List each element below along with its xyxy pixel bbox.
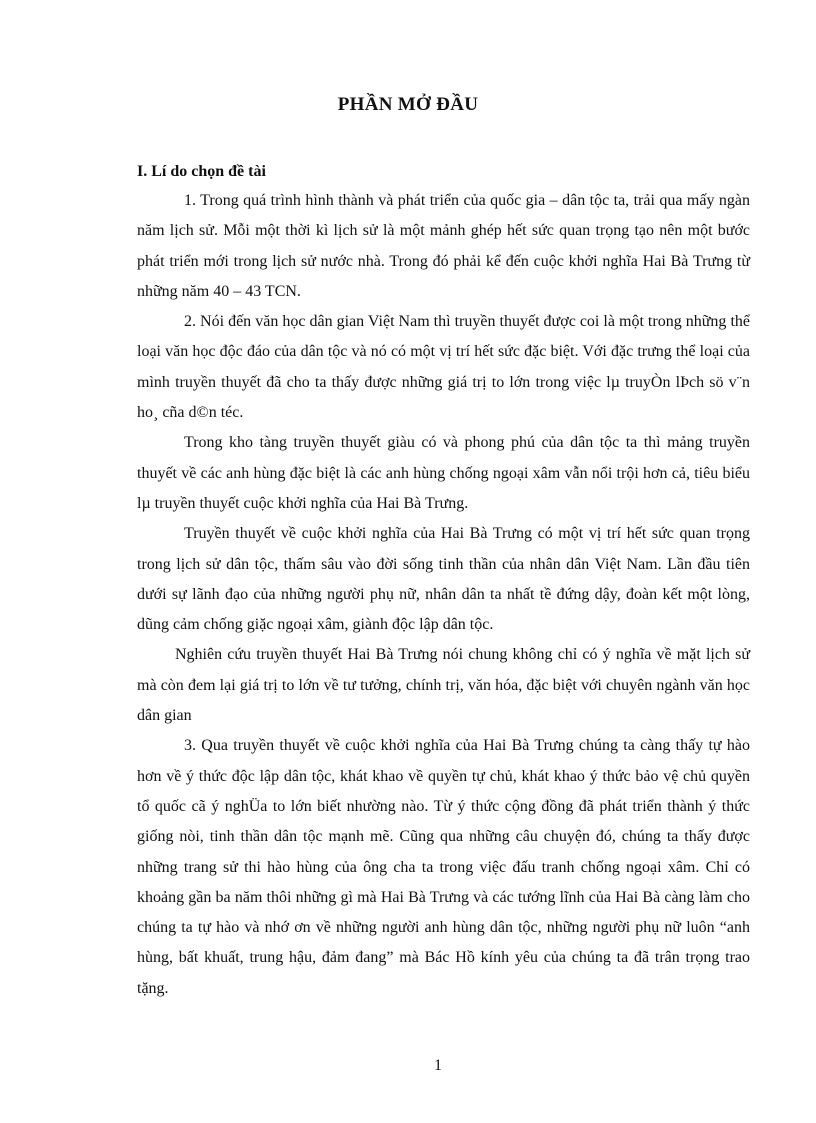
page-number: 1: [434, 1057, 442, 1074]
section-heading: I. Lí do chọn đề tài: [137, 163, 266, 180]
body-text: [137, 186, 750, 1004]
page-title: PHẦN MỞ ĐẦU: [337, 94, 479, 115]
paragraph: 2. Nói đến văn học dân gian Việt Nam thì truyền thuyết được coi là một trong những thể loại văn học độc đáo của dân tộc và nó có một vị trí hết sức đặc biệt. Với đặc trưng thể loại của mình truyền thuyết đã cho ta thấy được những giá trị to lớn trong việc lµ truyÒn lÞch sö v¨n ho¸ cña d©n téc.: [137, 313, 750, 422]
paragraph: Nghiên cứu truyền thuyết Hai Bà Trưng nói chung không chỉ có ý nghĩa về mặt lịch sử mà còn đem lại giá trị to lớn về tư tưởng, chính trị, văn hóa, đặc biệt với chuyên ngành văn học dân gian: [137, 646, 750, 725]
paragraph: Truyền thuyết về cuộc khởi nghĩa của Hai Bà Trưng có một vị trí hết sức quan trọng trong lịch sử dân tộc, thấm sâu vào đời sống tinh thần của nhân dân Việt Nam. Lần đầu tiên dưới sự lãnh đạo của những người phụ nữ, nhân dân ta nhất tề đứng dậy, đoàn kết một lòng, dũng cảm chống giặc ngoại xâm, giành độc lập dân tộc.: [137, 525, 750, 634]
paragraph: Trong kho tàng truyền thuyết giàu có và phong phú của dân tộc ta thì mảng truyền thuyết về các anh hùng đặc biệt là các anh hùng chống ngoại xâm vẫn nổi trội hơn cả, tiêu biểu lµ truyền thuyết cuộc khởi nghĩa của Hai Bà Trưng.: [137, 434, 750, 512]
paragraph: 1. Trong quá trình hình thành và phát triển của quốc gia – dân tộc ta, trải qua mấy ngàn năm lịch sử. Mỗi một thời kì lịch sử là một mảnh ghép hết sức quan trọng tạo nên một bước phát triển mới trong lịch sử nước nhà. Trong đó phải kể đến cuộc khởi nghĩa Hai Bà Trưng từ những năm 40 – 43 TCN.: [137, 192, 750, 300]
paragraph: 3. Qua truyền thuyết về cuộc khởi nghĩa của Hai Bà Trưng chúng ta càng thấy tự hào hơn về ý thức độc lập dân tộc, khát khao về quyền tự chủ, khát khao ý thức bảo vệ chủ quyền tổ quốc cã ý nghÜa to lớn biết nhường nào. Từ ý thức cộng đồng đã phát triển thành ý thức giống nòi, tinh thần dân tộc mạnh mẽ. Cũng qua những câu chuyện đó, chúng ta thấy được những trang sử thi hào hùng của ông cha ta trong việc đấu tranh chống ngoại xâm. Chỉ có khoảng gần ba năm thôi những gì mà Hai Bà Trưng và các tướng lĩnh của Hai Bà càng làm cho chúng ta tự hào và nhớ ơn về những người anh hùng dân tộc, những người phụ nữ luôn “anh hùng, bất khuất, trung hậu, đảm đang” mà Bác Hồ kính yêu của chúng ta đã trân trọng trao tặng.: [137, 737, 750, 997]
